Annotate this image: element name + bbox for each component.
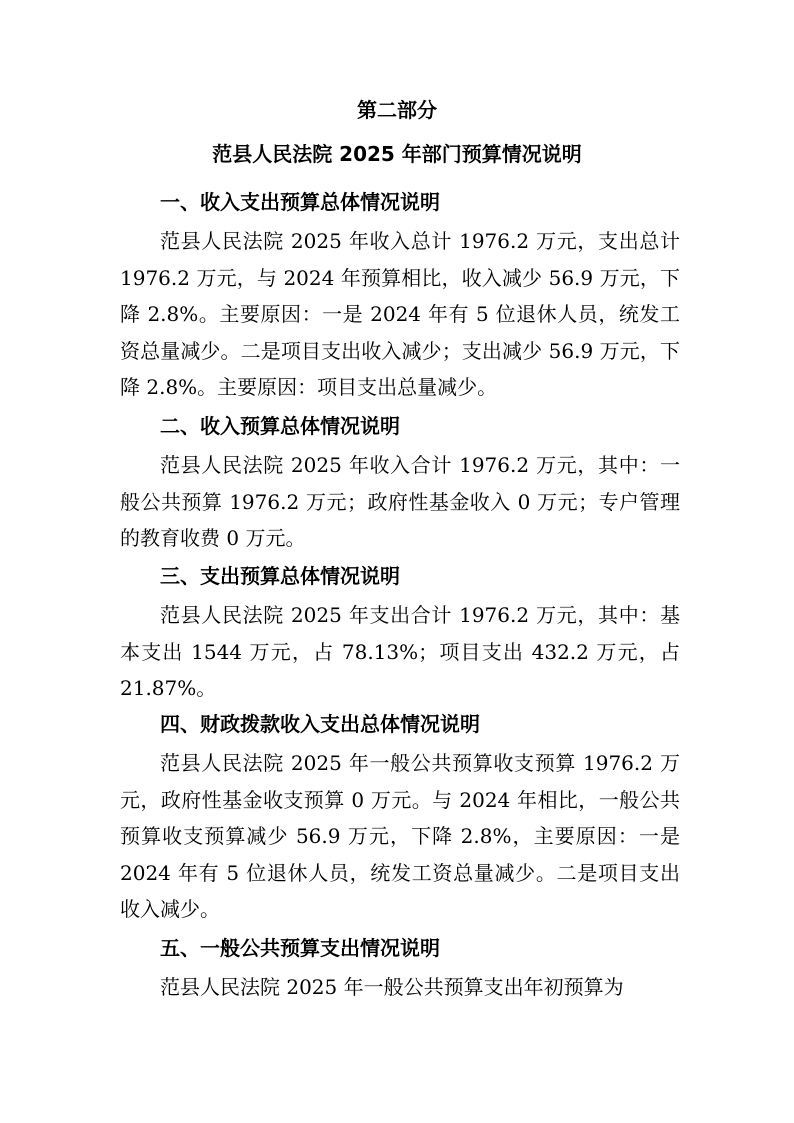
- section-fiscal-appropriation: [120, 708, 680, 928]
- document-title: 范县人民法院 2025 年部门预算情况说明: [212, 142, 582, 166]
- section-paragraph: 范县人民法院 2025 年一般公共预算收支预算 1976.2 万元，政府性基金收支预算 0 万元。与 2024 年相比，一般公共预算收支预算减少 56.9 万元，下降 2.8%，主要原因：一是 2024 年有 5 位退休人员，统发工资总量减少。二是项目支出收入减少。: [120, 751, 680, 921]
- section-heading: 一、收入支出预算总体情况说明: [160, 190, 440, 214]
- part-title: 第二部分: [357, 98, 437, 122]
- section-income-overview: [120, 410, 680, 557]
- section-heading: 五、一般公共预算支出情况说明: [160, 936, 440, 960]
- section-paragraph: 范县人民法院 2025 年一般公共预算支出年初预算为: [160, 975, 624, 999]
- section-paragraph: 范县人民法院 2025 年支出合计 1976.2 万元，其中：基本支出 1544 万元，占 78.13%；项目支出 432.2 万元，占 21.87%。: [120, 603, 680, 700]
- section-general-public-budget-expenditure: [120, 932, 680, 1006]
- section-expenditure-overview: [120, 560, 680, 707]
- section-heading: 二、收入预算总体情况说明: [160, 414, 400, 438]
- section-heading: 四、财政拨款收入支出总体情况说明: [160, 712, 480, 736]
- section-heading: 三、支出预算总体情况说明: [160, 564, 400, 588]
- section-paragraph: 范县人民法院 2025 年收入合计 1976.2 万元，其中：一般公共预算 1976.2 万元；政府性基金收入 0 万元；专户管理的教育收费 0 万元。: [120, 453, 680, 550]
- section-income-expenditure-overview: [120, 186, 680, 406]
- section-paragraph: 范县人民法院 2025 年收入总计 1976.2 万元，支出总计 1976.2 万元，与 2024 年预算相比，收入减少 56.9 万元，下降 2.8%。主要原因：一是 2024 年有 5 位退休人员，统发工资总量减少。二是项目支出收入减少；支出减少 56.9 万元，下降 2.8%。主要原因：项目支出总量减少。: [120, 229, 680, 399]
